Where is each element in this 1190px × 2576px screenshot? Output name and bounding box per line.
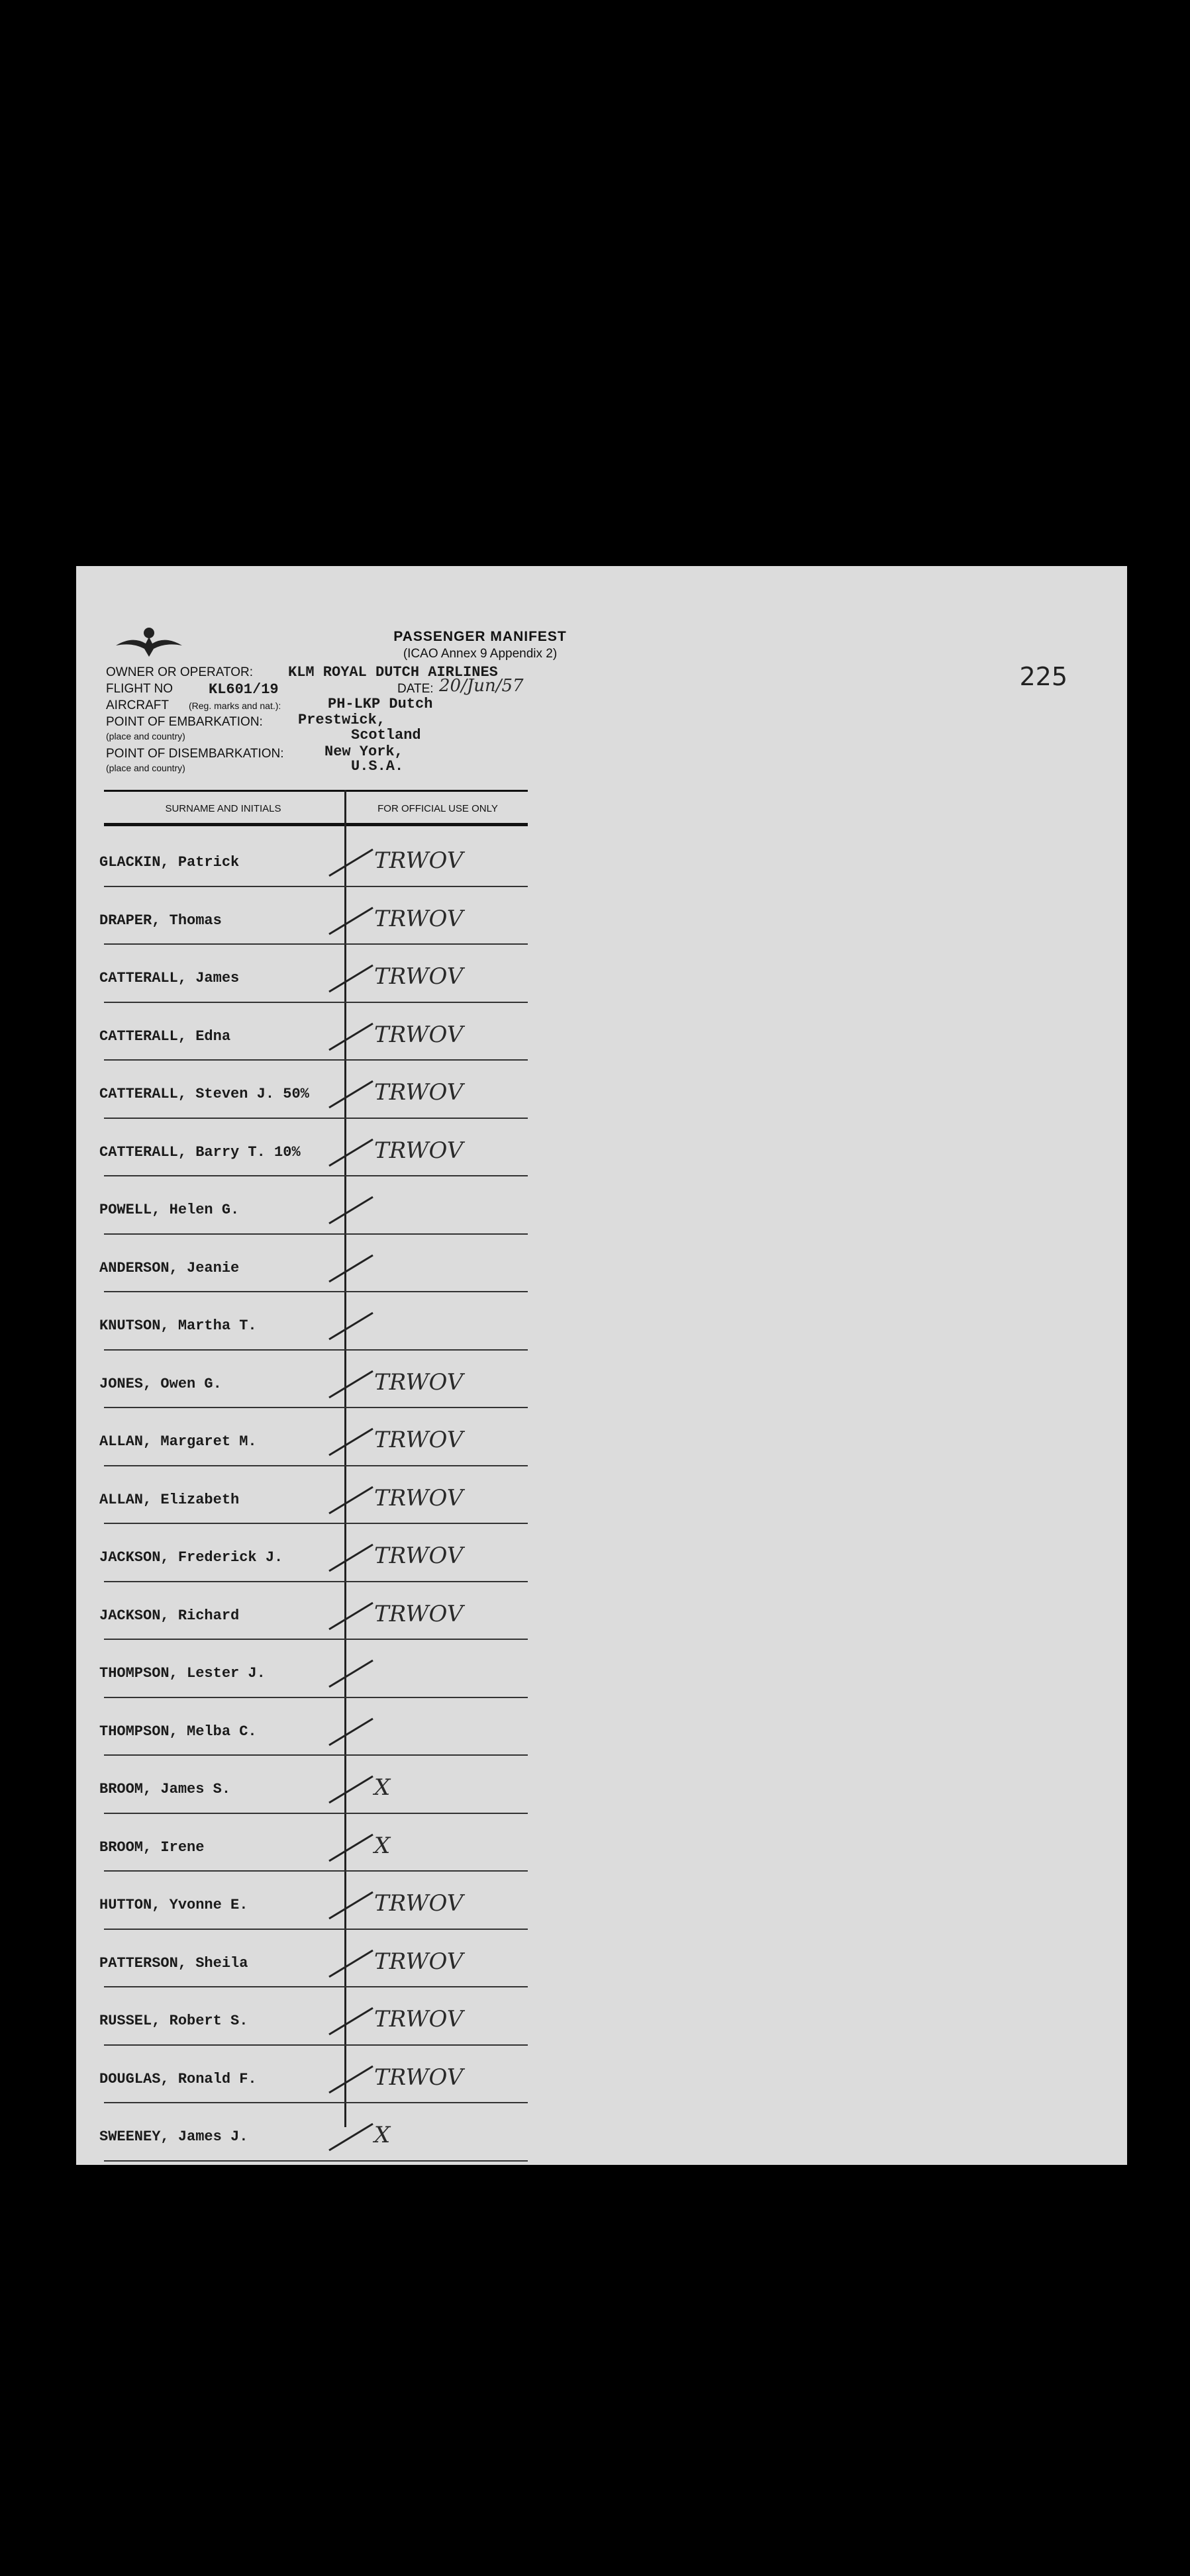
passenger-name: BROOM, James S. xyxy=(99,1781,231,1797)
row-rule xyxy=(104,1697,528,1698)
row-rule xyxy=(104,1118,528,1119)
passenger-name: PATTERSON, Sheila xyxy=(99,1954,248,1972)
passenger-name: THOMPSON, Lester J. xyxy=(99,1665,266,1682)
klm-crown-emblem-icon xyxy=(113,622,185,662)
official-mark: TRWOV xyxy=(374,1543,464,1569)
official-mark: X xyxy=(374,1774,391,1801)
column-header-official: FOR OFFICIAL USE ONLY xyxy=(377,803,498,814)
row-rule xyxy=(104,1349,528,1351)
row-rule xyxy=(104,1233,528,1235)
row-rule xyxy=(104,1581,528,1582)
official-mark: TRWOV xyxy=(374,1368,464,1396)
row-rule xyxy=(104,1639,528,1640)
manifest-page xyxy=(76,566,1127,2165)
embarkation-country: Scotland xyxy=(351,727,421,743)
row-rule xyxy=(104,1523,528,1524)
official-mark: TRWOV xyxy=(374,1600,464,1627)
check-tick-icon xyxy=(328,1715,374,1752)
embarkation-label: POINT OF EMBARKATION: xyxy=(106,715,263,729)
date-label: DATE: xyxy=(397,682,434,696)
disembarkation-label: POINT OF DISEMBARKATION: xyxy=(106,747,284,761)
official-mark: TRWOV xyxy=(374,1427,464,1453)
column-header-surname: SURNAME AND INITIALS xyxy=(165,803,281,814)
passenger-name: JACKSON, Frederick J. xyxy=(99,1549,283,1566)
row-rule xyxy=(104,1465,528,1466)
header-rule-bottom xyxy=(104,823,528,826)
flight-label: FLIGHT NO xyxy=(106,682,173,696)
official-mark: TRWOV xyxy=(374,1890,464,1917)
header-rule-top xyxy=(104,790,528,792)
row-rule xyxy=(104,1407,528,1408)
passenger-name: ALLAN, Margaret M. xyxy=(99,1433,257,1450)
passenger-name: BROOM, Irene xyxy=(99,1838,205,1856)
check-tick-icon xyxy=(328,1194,374,1230)
check-tick-icon xyxy=(328,1252,374,1288)
disembarkation-place: New York, xyxy=(324,743,403,760)
official-mark: X xyxy=(374,2122,391,2148)
row-rule xyxy=(104,1175,528,1176)
passenger-name: DRAPER, Thomas xyxy=(99,912,222,929)
official-mark: TRWOV xyxy=(374,963,464,990)
aircraft-label: AIRCRAFT xyxy=(106,698,169,712)
official-mark: TRWOV xyxy=(374,2064,464,2091)
row-rule xyxy=(104,1291,528,1292)
manifest-title: PASSENGER MANIFEST xyxy=(393,629,567,644)
row-rule xyxy=(104,1059,528,1061)
owner-value: KLM ROYAL DUTCH AIRLINES xyxy=(288,664,498,681)
manifest-subtitle: (ICAO Annex 9 Appendix 2) xyxy=(403,647,558,661)
row-rule xyxy=(104,2160,528,2162)
passenger-name: JONES, Owen G. xyxy=(99,1375,222,1392)
official-mark: TRWOV xyxy=(374,1948,464,1975)
embarkation-note: (place and country) xyxy=(106,731,185,741)
passenger-name: THOMPSON, Melba C. xyxy=(99,1723,257,1740)
official-mark: TRWOV xyxy=(374,1484,464,1511)
passenger-name: RUSSEL, Robert S. xyxy=(99,2013,248,2029)
owner-label: OWNER OR OPERATOR: xyxy=(106,665,254,679)
passenger-name: ALLAN, Elizabeth xyxy=(99,1491,240,1508)
page-number: 225 xyxy=(1019,662,1067,691)
row-rule xyxy=(104,1986,528,1987)
row-rule xyxy=(104,2102,528,2103)
row-rule xyxy=(104,1813,528,1814)
passenger-name: POWELL, Helen G. xyxy=(99,1202,240,1218)
passenger-name: HUTTON, Yvonne E. xyxy=(99,1897,248,1913)
flight-value: KL601/19 xyxy=(209,681,279,698)
date-value: 20/Jun/57 xyxy=(439,676,524,696)
official-mark: TRWOV xyxy=(374,1079,464,1106)
row-rule xyxy=(104,943,528,945)
row-rule xyxy=(104,1929,528,1930)
row-rule xyxy=(104,2044,528,2046)
passenger-name: KNUTSON, Martha T. xyxy=(99,1317,257,1334)
passenger-name: ANDERSON, Jeanie xyxy=(99,1259,240,1276)
embarkation-place: Prestwick, xyxy=(298,712,386,728)
passenger-name: CATTERALL, Steven J. 50% xyxy=(99,1086,309,1102)
check-tick-icon xyxy=(328,1657,374,1693)
passenger-name: CATTERALL, Edna xyxy=(99,1027,231,1045)
official-mark: TRWOV xyxy=(374,1021,464,1048)
disembarkation-note: (place and country) xyxy=(106,763,185,773)
official-mark: TRWOV xyxy=(374,847,464,874)
row-rule xyxy=(104,1002,528,1003)
check-tick-icon xyxy=(328,1310,374,1346)
passenger-name: DOUGLAS, Ronald F. xyxy=(99,2070,257,2087)
passenger-name: CATTERALL, James xyxy=(99,970,240,986)
passenger-name: CATTERALL, Barry T. 10% xyxy=(99,1143,301,1161)
aircraft-value: PH-LKP Dutch xyxy=(328,696,433,712)
disembarkation-country: U.S.A. xyxy=(351,758,404,775)
row-rule xyxy=(104,1870,528,1872)
official-mark: X xyxy=(374,1832,391,1859)
passenger-name: GLACKIN, Patrick xyxy=(99,854,240,871)
official-mark: TRWOV xyxy=(374,905,464,932)
aircraft-note: (Reg. marks and nat.): xyxy=(189,700,281,711)
official-mark: TRWOV xyxy=(374,2006,464,2032)
official-mark: TRWOV xyxy=(374,1137,464,1164)
row-rule xyxy=(104,886,528,887)
passenger-name: SWEENEY, James J. xyxy=(99,2128,248,2145)
passenger-name: JACKSON, Richard xyxy=(99,1607,240,1624)
row-rule xyxy=(104,1754,528,1756)
